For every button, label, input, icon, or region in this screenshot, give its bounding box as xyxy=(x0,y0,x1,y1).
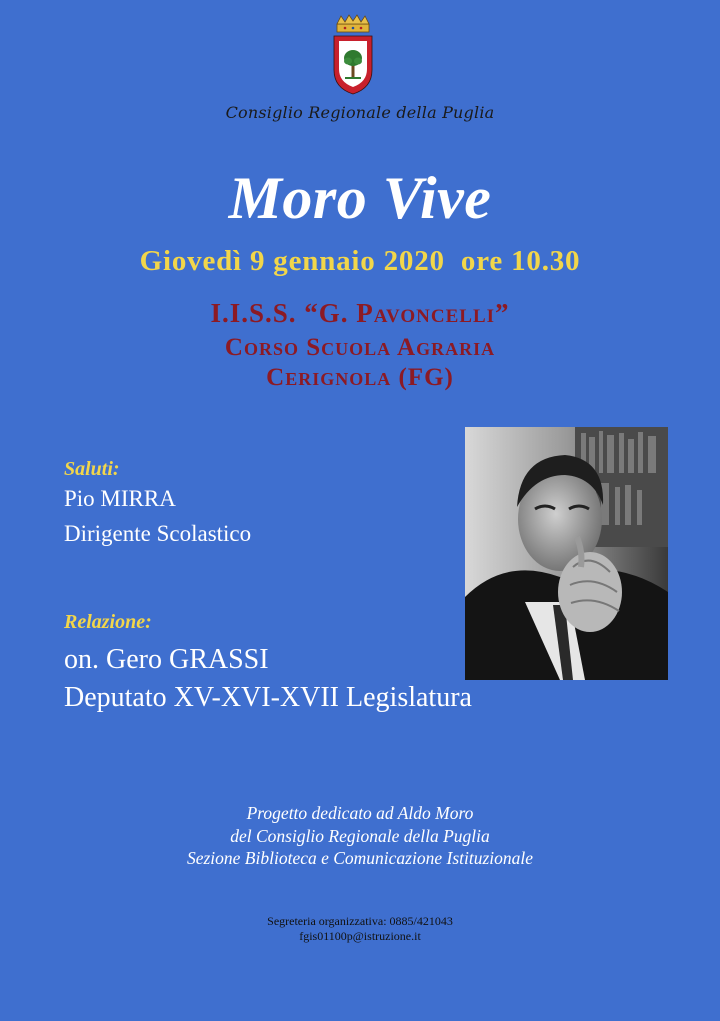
saluti-speaker-name: Pio MIRRA xyxy=(64,486,176,511)
event-date-time: Giovedì 9 gennaio 2020 ore 10.30 xyxy=(139,245,581,277)
relazione-label: Relazione: xyxy=(64,611,152,633)
relazione-speaker-role: Deputato XV-XVI-XVII Legislatura xyxy=(64,682,472,713)
venue-city: Cerignola (FG) xyxy=(266,364,454,391)
contact-email[interactable]: fgis01100p@istruzione.it xyxy=(299,929,421,943)
project-line-2: del Consiglio Regionale della Puglia xyxy=(230,826,490,846)
event-title: Moro Vive xyxy=(228,165,492,231)
relazione-speaker-name: on. Gero GRASSI xyxy=(64,644,269,675)
portrait-photo xyxy=(465,427,668,680)
saluti-label: Saluti: xyxy=(64,458,120,480)
contact-phone: Segreteria organizzativa: 0885/421043 xyxy=(267,914,453,928)
venue-address: Corso Scuola Agraria xyxy=(224,334,496,361)
coat-of-arms-icon xyxy=(331,14,375,96)
venue-school: I.I.S.S. “G. Pavoncelli” xyxy=(210,298,510,328)
project-line-1: Progetto dedicato ad Aldo Moro xyxy=(246,803,474,823)
saluti-speaker-role: Dirigente Scolastico xyxy=(64,521,252,546)
project-line-3: Sezione Biblioteca e Comunicazione Istituzionale xyxy=(186,848,534,868)
council-name: Consiglio Regionale della Puglia xyxy=(225,103,495,122)
